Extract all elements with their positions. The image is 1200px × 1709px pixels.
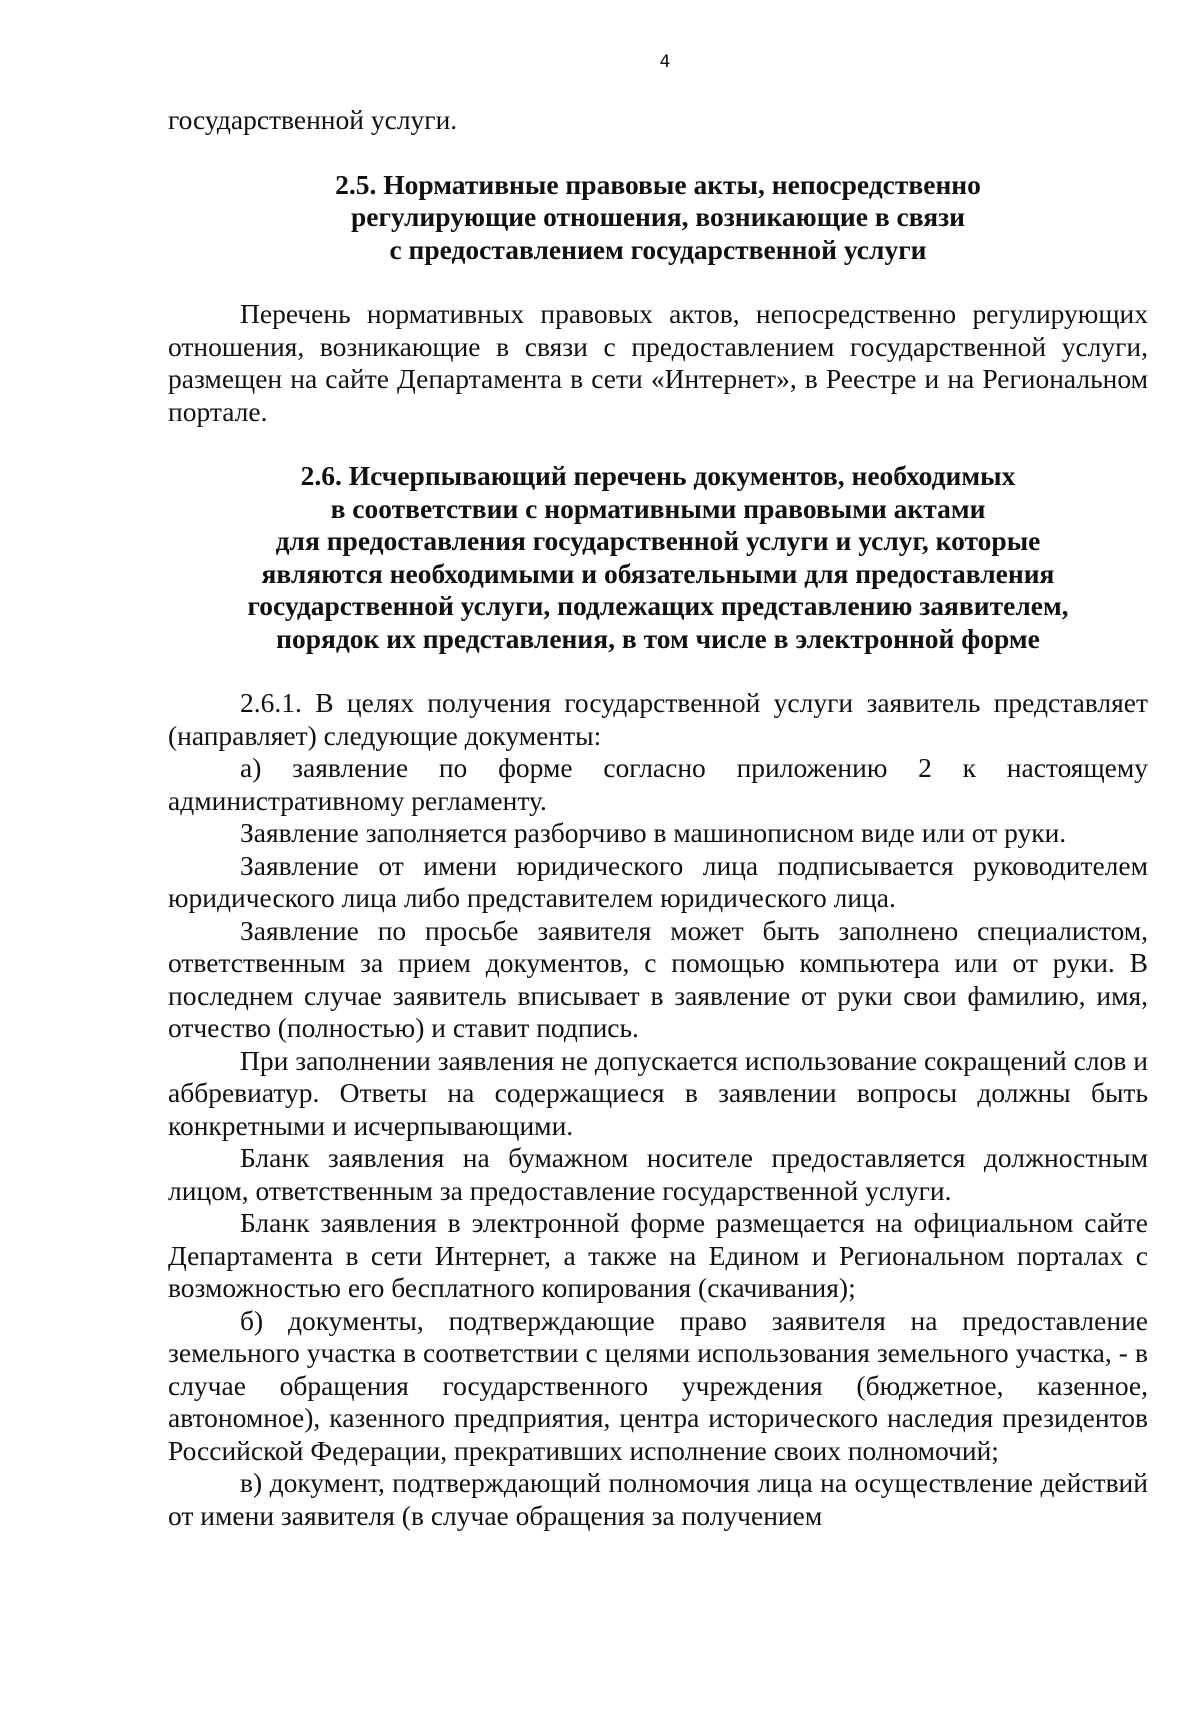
- paragraph-paper-form: Бланк заявления на бумажном носителе предоставляется должностным лицом, ответственным за предоставление государственной услуги.: [168, 1142, 1148, 1206]
- heading-line: для предоставления государственной услуги и услуг, которые: [275, 525, 1041, 556]
- heading-line: государственной услуги, подлежащих представлению заявителем,: [247, 590, 1069, 621]
- heading-line: регулирующие отношения, возникающие в связи: [350, 201, 966, 232]
- paragraph-legal-entity: Заявление от имени юридического лица подписывается руководителем юридического лица либо представителем юридического лица.: [168, 849, 1148, 913]
- section-2-5-heading: [168, 169, 1148, 267]
- section-2-6-heading: [168, 460, 1148, 655]
- paragraph-specialist-fill: Заявление по просьбе заявителя может быть заполнено специалистом, ответственным за прием документов, с помощью компьютера или от руки. В последнем случае заявитель вписывает в заявление от руки свои фамилию, имя, отчество (полностью) и ставит подпись.: [168, 914, 1148, 1043]
- paragraph-abbreviations: При заполнении заявления не допускается использование сокращений слов и аббревиатур. Ответы на содержащиеся в заявлении вопросы должны быть конкретными и исчерпывающими.: [168, 1044, 1148, 1141]
- continuation-text: государственной услуги.: [168, 104, 458, 135]
- paragraph-2-6-1: 2.6.1. В целях получения государственной услуги заявитель представляет (направляет) следующие документы:: [168, 687, 1148, 751]
- heading-line: с предоставлением государственной услуги: [389, 233, 927, 265]
- page-number: 4: [659, 52, 671, 72]
- section-2-5-paragraph: Перечень нормативных правовых актов, непосредственно регулирующих отношения, возникающие в связи с предоставлением государственной услуги, размещен на сайте Департамента в сети «Интернет», в Реестре и на Региональном портале.: [168, 298, 1148, 427]
- heading-line: 2.5. Нормативные правовые акты, непосредственно: [335, 168, 981, 200]
- heading-line: 2.6. Исчерпывающий перечень документов, необходимых: [300, 460, 1016, 491]
- paragraph-item-a: а) заявление по форме согласно приложению 2 к настоящему административному регламенту.: [168, 752, 1148, 816]
- heading-line: порядок их представления, в том числе в электронной форме: [276, 622, 1040, 654]
- heading-line: в соответствии с нормативными правовыми актами: [330, 492, 986, 524]
- document-body: [168, 104, 1148, 1532]
- paragraph-item-b: б) документы, подтверждающие право заявителя на предоставление земельного участка в соответствии с целями использования земельного участка, - в случае обращения государственного учреждения (бюджетное, казенное, автономное), казенного предприятия, центра исторического наследия президентов Российской Федерации, прекративших исполнение своих полномочий;: [168, 1304, 1148, 1466]
- paragraph-item-v: в) документ, подтверждающий полномочия лица на осуществление действий от имени заявителя (в случае обращения за получением: [168, 1467, 1148, 1531]
- heading-line: являются необходимыми и обязательными для предоставления: [261, 557, 1055, 589]
- paragraph-legibility: Заявление заполняется разборчиво в машинописном виде или от руки.: [240, 817, 1067, 848]
- paragraph-electronic-form: Бланк заявления в электронной форме размещается на официальном сайте Департамента в сети Интернет, а также на Едином и Региональном порталах с возможностью его бесплатного копирования (скачивания);: [168, 1207, 1148, 1303]
